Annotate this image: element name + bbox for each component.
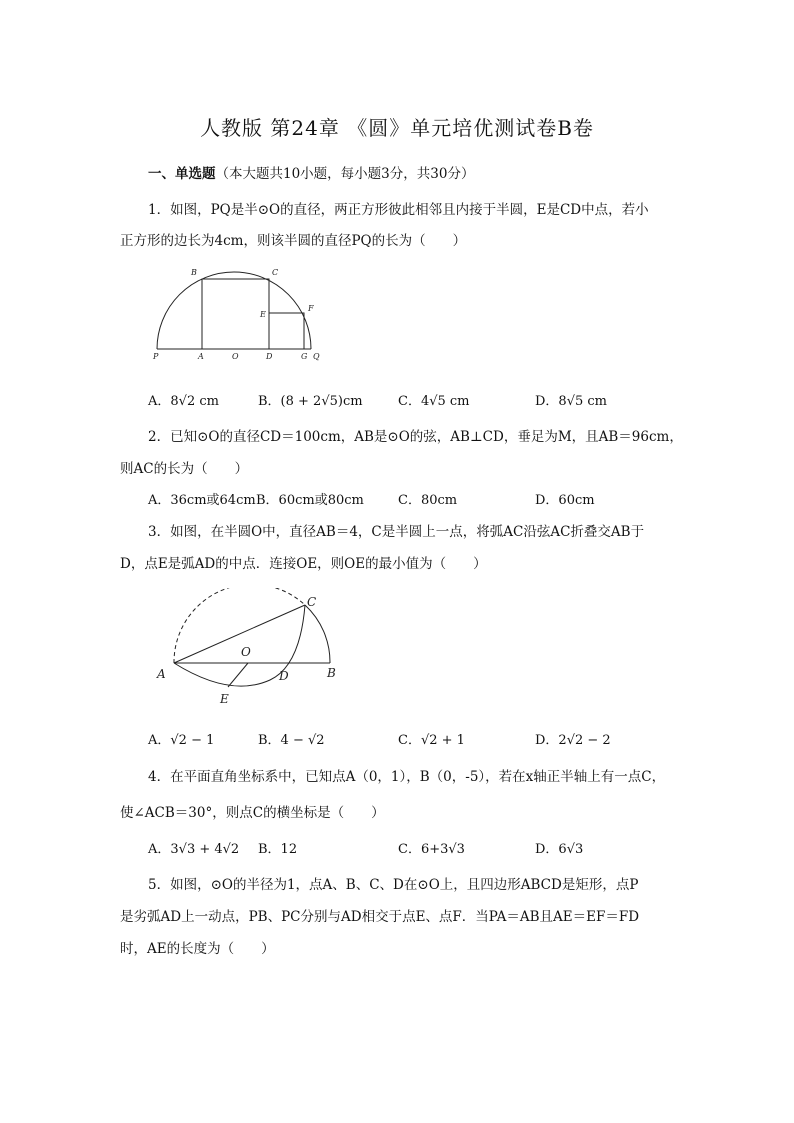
q1-label-p: P (153, 352, 159, 361)
q2-option-a[interactable]: A．36cm或64cm (148, 493, 256, 508)
q3-option-c[interactable]: C．√2 + 1 (398, 733, 465, 748)
q5-line2: 是劣弧AD上一动点，PB、PC分别与AD相交于点E、点F．当PA＝AB且AE＝EF＝FD (120, 909, 640, 925)
section-title: 一、单选题 (148, 166, 216, 182)
q2-line1: 2．已知⊙O的直径CD＝100cm，AB是⊙O的弦，AB⊥CD，垂足为M，且AB＝96cm， (148, 429, 683, 445)
q1-label-o: O (232, 352, 239, 361)
q1-label-q: Q (313, 352, 320, 361)
q1-line2: 正方形的边长为4cm，则该半圆的直径PQ的长为（ ） (120, 233, 467, 249)
q3-option-a[interactable]: A．√2 − 1 (148, 733, 215, 748)
q1-semicircle (157, 272, 311, 349)
q3-option-b[interactable]: B．4 − √2 (258, 733, 325, 748)
q1-label-e: E (260, 310, 266, 319)
q1-label-a: A (198, 352, 204, 361)
q3-chord-ac (174, 605, 305, 663)
q4-line2: 使∠ACB＝30°，则点C的横坐标是（ ） (120, 805, 385, 821)
q1-option-a[interactable]: A．8√2 cm (148, 394, 219, 409)
q3-label-b: B (327, 666, 336, 680)
q5-line3: 时，AE的长度为（ ） (120, 941, 275, 957)
q1-label-d: D (266, 352, 273, 361)
q1-option-d[interactable]: D．8√5 cm (535, 394, 607, 409)
q2-option-c[interactable]: C．80cm (398, 493, 458, 508)
q4-option-c[interactable]: C．6+3√3 (398, 842, 465, 857)
q2-line2: 则AC的长为（ ） (120, 461, 249, 477)
q1-figure (145, 262, 340, 362)
q1-line1: 1．如图，PQ是半⊙O的直径，两正方形彼此相邻且内接于半圆，E是CD中点，若小 (148, 202, 649, 218)
q1-option-b[interactable]: B．(8 + 2√5)cm (258, 394, 363, 409)
q5-line1: 5．如图，⊙O的半径为1，点A、B、C、D在⊙O上，且四边形ABCD是矩形，点P (148, 877, 639, 893)
q1-label-b: B (191, 268, 197, 277)
q3-figure (150, 588, 350, 713)
q3-label-o: O (241, 645, 251, 659)
q2-option-b[interactable]: B．60cm或80cm (256, 493, 364, 508)
q1-big-square (202, 279, 269, 349)
page-title: 人教版 第24章 《圆》单元培优测试卷B卷 (200, 116, 594, 140)
q3-folded-arc-dashed (174, 588, 305, 663)
section-heading (148, 162, 474, 182)
q1-label-c: C (272, 268, 279, 277)
q4-option-a[interactable]: A．3√3 + 4√2 (148, 842, 240, 857)
q1-label-f: F (308, 304, 314, 313)
q3-label-d: D (279, 669, 289, 683)
q2-option-d[interactable]: D．60cm (535, 493, 595, 508)
q4-option-b[interactable]: B．12 (258, 842, 298, 857)
q3-arc-cb (305, 605, 330, 663)
section-note: （本大题共10小题，每小题3分，共30分） (215, 166, 475, 182)
q4-option-d[interactable]: D．6√3 (535, 842, 584, 857)
q4-line1: 4．在平面直角坐标系中，已知点A（0，1），B（0，-5），若在x轴正半轴上有一点C， (148, 769, 666, 785)
q1-small-square (269, 313, 304, 349)
q3-label-c: C (307, 595, 317, 609)
q3-option-d[interactable]: D．2√2 − 2 (535, 733, 611, 748)
q3-label-a: A (157, 667, 166, 681)
q1-label-g: G (301, 352, 308, 361)
q3-line1: 3．如图，在半圆O中，直径AB＝4，C是半圆上一点，将弧AC沿弦AC折叠交AB于 (148, 524, 645, 540)
q3-segment-oe (228, 663, 248, 687)
q1-option-c[interactable]: C．4√5 cm (398, 394, 470, 409)
q3-label-e: E (220, 692, 229, 706)
q3-line2: D，点E是弧AD的中点．连接OE，则OE的最小值为（ ） (120, 556, 487, 572)
